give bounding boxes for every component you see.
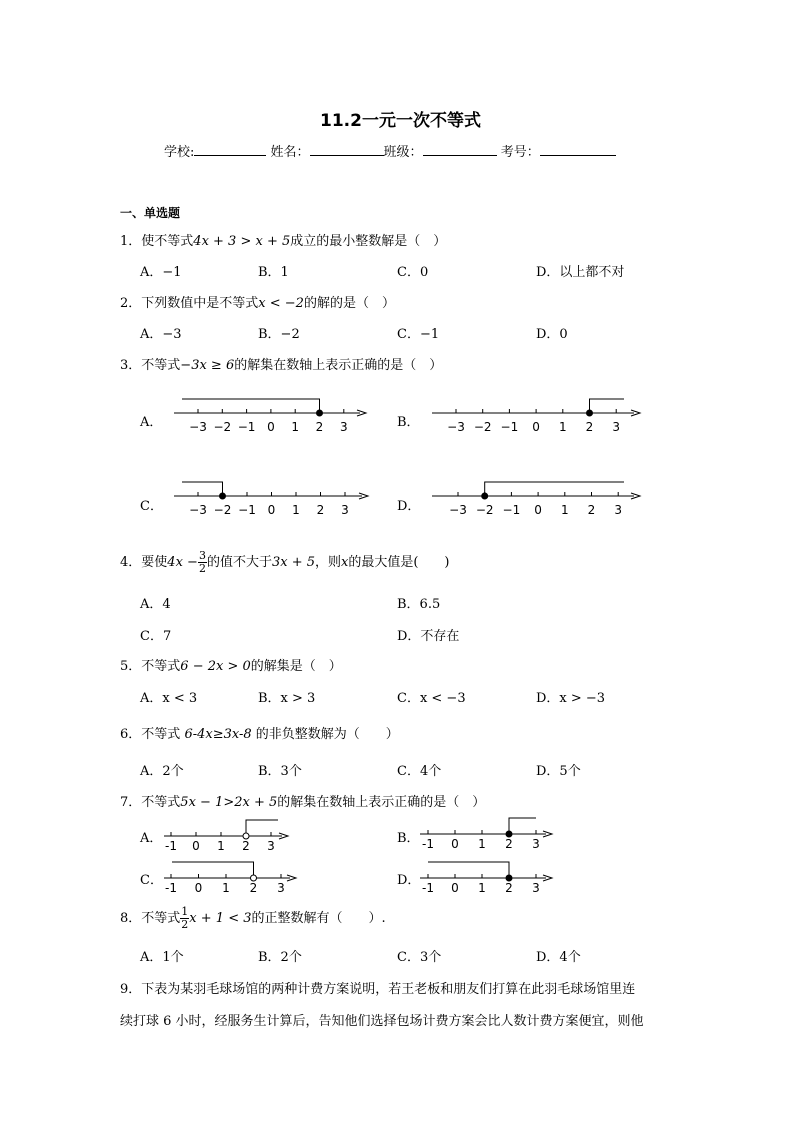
question-expression: 4x − — [167, 555, 198, 570]
option-a[interactable]: A． — [140, 831, 163, 846]
question-expression: 6 − 2x > 0 — [180, 659, 251, 674]
question-text: 成立的最小整数解是（ ） — [290, 234, 447, 249]
exam-no-label: 考号： — [500, 145, 540, 160]
tick-label: 1 — [292, 503, 300, 517]
question-number: 6． — [120, 727, 142, 742]
question-expression: 4x + 3 > x + 5 — [193, 234, 291, 249]
question-text: 的值不大于 — [206, 555, 272, 570]
tick-label: 0 — [532, 420, 540, 434]
fraction-numerator: 3 — [198, 549, 206, 562]
fraction-numerator: 1 — [181, 905, 189, 918]
tick-label: 2 — [242, 839, 250, 853]
question-9 — [120, 978, 635, 997]
tick-label: −3 — [447, 420, 465, 434]
option-b[interactable]: B．3个 — [258, 764, 302, 779]
option-c[interactable]: C． — [140, 873, 163, 888]
question-number: 9． — [120, 982, 142, 997]
option-b[interactable]: B．x > 3 — [258, 691, 316, 706]
question-9-line-2: 续打球 6 小时，经服务生计算后，告知他们选择包场计费方案会比人数计费方案便宜，则他 — [120, 1014, 644, 1029]
option-d[interactable]: D． — [397, 499, 421, 514]
question-number: 4． — [120, 555, 142, 570]
tick-label: 3 — [339, 420, 348, 434]
option-c[interactable]: C．−1 — [397, 327, 440, 342]
question-text: 不等式 — [141, 727, 181, 742]
tick-label: −1 — [237, 420, 256, 434]
tick-label: −1 — [500, 420, 519, 434]
tick-label: 0 — [192, 839, 200, 853]
option-d[interactable]: D．以上都不对 — [536, 265, 625, 280]
question-number: 5． — [120, 659, 142, 674]
question-text: ，则 — [314, 555, 341, 570]
option-b[interactable]: B．6.5 — [397, 597, 441, 612]
solution-ray — [428, 862, 509, 878]
question-text: 的最大值是( ) — [348, 555, 450, 570]
option-c[interactable]: C．7 — [140, 629, 172, 644]
option-c[interactable]: C． — [140, 499, 163, 514]
option-a[interactable]: A． — [140, 415, 163, 430]
question-number: 1． — [120, 234, 142, 249]
tick-label: -1 — [165, 839, 177, 853]
tick-label: 3 — [267, 839, 275, 853]
tick-label: 2 — [316, 503, 325, 517]
tick-label: 2 — [505, 881, 513, 895]
tick-label: 3 — [612, 420, 621, 434]
tick-label: 1 — [222, 881, 230, 895]
option-b[interactable]: B． — [397, 831, 420, 846]
tick-label: 0 — [534, 503, 542, 517]
fraction-denominator: 2 — [198, 562, 206, 575]
tick-label: 1 — [217, 839, 225, 853]
question-text: 使不等式 — [141, 234, 194, 249]
tick-label: −2 — [213, 503, 232, 517]
tick-label: −2 — [213, 420, 232, 434]
tick-label: 3 — [277, 881, 285, 895]
question-text: 下列数值中是不等式 — [141, 296, 259, 311]
tick-label: 2 — [585, 420, 594, 434]
fraction-denominator: 2 — [181, 918, 189, 931]
name-label: 姓名： — [270, 145, 310, 160]
option-d[interactable]: D．x > −3 — [536, 691, 606, 706]
question-text: 的解集在数轴上表示正确的是（ ） — [277, 795, 486, 810]
tick-label: -1 — [165, 881, 177, 895]
tick-label: 1 — [478, 881, 486, 895]
question-number: 3． — [120, 358, 142, 373]
question-text: 要使 — [141, 555, 168, 570]
question-text: 不等式 — [141, 795, 181, 810]
question-expression: 3x + 5 — [271, 555, 315, 570]
tick-label: 3 — [532, 837, 540, 851]
option-b[interactable]: B．1 — [258, 265, 289, 280]
question-text: 的非负整数解为（ ） — [255, 727, 399, 742]
closed-point — [506, 875, 512, 881]
fraction — [180, 906, 189, 931]
question-expression: −3x ≥ 6 — [180, 358, 235, 373]
tick-label: −2 — [475, 503, 494, 517]
question-variable: x — [341, 555, 349, 570]
option-d[interactable]: D．4个 — [536, 950, 581, 965]
tick-label: −3 — [189, 503, 207, 517]
option-a[interactable]: A．−1 — [140, 265, 182, 280]
tick-label: 2 — [315, 420, 324, 434]
tick-label: 0 — [267, 420, 275, 434]
tick-label: 1 — [560, 503, 569, 517]
tick-label: −2 — [473, 420, 492, 434]
question-expression: 5x − 1>2x + 5 — [180, 795, 278, 810]
tick-label: -1 — [422, 837, 434, 851]
option-b[interactable]: B．2个 — [258, 950, 302, 965]
tick-label: 1 — [291, 420, 300, 434]
school-label: 学校: — [164, 145, 195, 160]
question-text: 的解的是（ ） — [303, 296, 395, 311]
class-label: 班级： — [383, 145, 423, 160]
tick-label: 2 — [249, 881, 258, 895]
question-expression: x < −2 — [258, 296, 304, 311]
option-b[interactable]: B．−2 — [258, 327, 300, 342]
option-c[interactable]: C．x < −3 — [397, 691, 466, 706]
option-c[interactable]: C．3个 — [397, 950, 442, 965]
question-text: 的正整数解有（ ）. — [251, 911, 386, 926]
tick-label: 0 — [451, 837, 459, 851]
page-title: 11.2一元一次不等式 — [320, 111, 481, 131]
section-title: 一、单选题 — [120, 206, 181, 220]
tick-label: −1 — [502, 503, 521, 517]
question-text: 不等式 — [141, 358, 181, 373]
option-a[interactable]: A．1个 — [140, 950, 184, 965]
question-number: 8． — [120, 911, 142, 926]
tick-label: 2 — [505, 837, 513, 851]
tick-label: 0 — [267, 503, 276, 517]
option-a[interactable]: A．−3 — [140, 327, 182, 342]
question-text: 的解集在数轴上表示正确的是（ ） — [234, 358, 443, 373]
tick-label: 2 — [587, 503, 596, 517]
tick-label: −3 — [189, 420, 207, 434]
option-d[interactable]: D．0 — [536, 327, 568, 342]
question-text: 不等式 — [141, 911, 181, 926]
option-b[interactable]: B． — [397, 415, 420, 430]
option-d[interactable]: D．5个 — [536, 764, 581, 779]
question-text: 不等式 — [141, 659, 181, 674]
tick-label: 0 — [194, 881, 203, 895]
option-a[interactable]: A．4 — [140, 597, 171, 612]
option-c[interactable]: C．4个 — [397, 764, 442, 779]
option-a[interactable]: A．x < 3 — [140, 691, 198, 706]
tick-label: 1 — [558, 420, 567, 434]
question-text: 的解集是（ ） — [250, 659, 342, 674]
question-expression: 6-4x≥3x-8 — [184, 727, 252, 742]
question-text: 下表为某羽毛球场馆的两种计费方案说明，若王老板和朋友们打算在此羽毛球场馆里连 — [141, 982, 636, 997]
tick-label: 3 — [532, 881, 540, 895]
question-8 — [120, 906, 386, 931]
question-number: 2． — [120, 296, 142, 311]
tick-label: 3 — [614, 503, 623, 517]
option-c[interactable]: C．0 — [397, 265, 429, 280]
tick-label: −3 — [449, 503, 467, 517]
question-expression: x + 1 < 3 — [189, 911, 252, 926]
option-d[interactable]: D．不存在 — [397, 629, 460, 644]
tick-label: 1 — [478, 837, 486, 851]
tick-label: 3 — [341, 503, 349, 517]
tick-label: −1 — [238, 503, 256, 517]
tick-label: -1 — [422, 881, 434, 895]
tick-label: 0 — [451, 881, 459, 895]
option-d[interactable]: D． — [397, 873, 421, 888]
question-number: 7． — [120, 795, 142, 810]
option-a[interactable]: A．2个 — [140, 764, 184, 779]
